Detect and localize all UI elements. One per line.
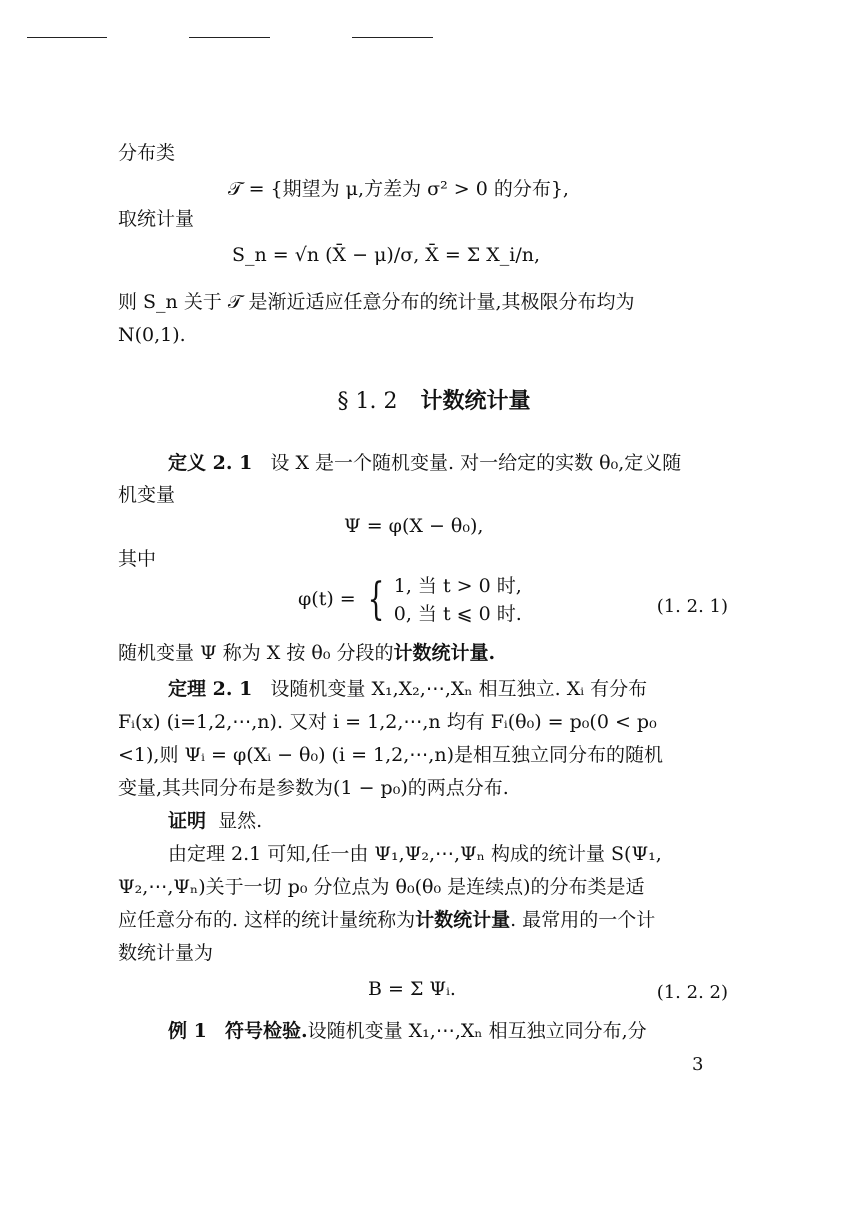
text-line: 其中 bbox=[118, 548, 157, 570]
text-line: Fᵢ(x) (i=1,2,⋯,n). 又对 i = 1,2,⋯,n 均有 Fᵢ(θ₀) = p₀(0 < p₀ bbox=[118, 711, 657, 733]
term-counting-statistic: 计数统计量 bbox=[415, 909, 511, 931]
page-number: 3 bbox=[692, 1054, 704, 1075]
top-rule-2 bbox=[189, 37, 270, 38]
example-label: 例 1 bbox=[168, 1020, 207, 1042]
text-line: 变量,其共同分布是参数为(1 − p₀)的两点分布. bbox=[118, 777, 509, 799]
example-title: 符号检验. bbox=[224, 1020, 308, 1042]
equation-sn: S_n = √n (X̄ − μ)/σ, X̄ = Σ X_i/n, bbox=[232, 244, 541, 266]
case-2: 0, 当 t ⩽ 0 时. bbox=[393, 603, 522, 625]
text-line: Ψ₂,⋯,Ψₙ)关于一切 p₀ 分位点为 θ₀(θ₀ 是连续点)的分布类是适 bbox=[118, 876, 645, 898]
theorem-label: 定理 2. 1 bbox=[168, 678, 253, 700]
example-line: 例 1 符号检验.设随机变量 X₁,⋯,Xₙ 相互独立同分布,分 bbox=[168, 1020, 647, 1042]
definition-label: 定义 2. 1 bbox=[168, 452, 253, 474]
theorem-line: 定理 2. 1 设随机变量 X₁,X₂,⋯,Xₙ 相互独立. Xᵢ 有分布 bbox=[168, 678, 648, 700]
term-counting-statistic: 计数统计量. bbox=[393, 642, 496, 664]
equation-psi: Ψ = φ(X − θ₀), bbox=[344, 515, 484, 537]
section-heading bbox=[0, 384, 868, 415]
text-line: 应任意分布的. 这样的统计量统称为计数统计量. 最常用的一个计 bbox=[118, 909, 656, 931]
text-line: 由定理 2.1 可知,任一由 Ψ₁,Ψ₂,⋯,Ψₙ 构成的统计量 S(Ψ₁, bbox=[168, 843, 662, 865]
equation-B: B = Σ Ψᵢ. bbox=[368, 978, 456, 1000]
text-line: 取统计量 bbox=[118, 208, 195, 230]
equation-phi: φ(t) = { 1, 当 t > 0 时, 0, 当 t ⩽ 0 时. bbox=[298, 572, 522, 628]
text-line: 数统计量为 bbox=[118, 942, 214, 964]
proof-label: 证明 bbox=[168, 810, 207, 832]
left-brace: { bbox=[367, 574, 385, 625]
equation-number: (1. 2. 2) bbox=[656, 982, 728, 1003]
cases bbox=[394, 572, 522, 628]
text-line: 机变量 bbox=[118, 484, 176, 506]
text-line: 则 S_n 关于 𝒯 是渐近适应任意分布的统计量,其极限分布均为 bbox=[118, 291, 635, 313]
equation-number: (1. 2. 1) bbox=[656, 596, 728, 617]
definition-line bbox=[168, 450, 728, 476]
equation-family: 𝒯 = {期望为 μ,方差为 σ² > 0 的分布}, bbox=[228, 178, 569, 200]
text-line: 分布类 bbox=[118, 142, 176, 164]
text-line: 随机变量 Ψ 称为 X 按 θ₀ 分段的计数统计量. bbox=[118, 642, 496, 664]
top-rule-3 bbox=[352, 37, 433, 38]
top-rule-1 bbox=[27, 37, 107, 38]
proof-line: 证明 显然. bbox=[168, 810, 263, 832]
section-title: 计数统计量 bbox=[420, 388, 531, 414]
section-number: § 1. 2 bbox=[337, 389, 398, 414]
case-1: 1, 当 t > 0 时, bbox=[393, 575, 522, 597]
text-line: N(0,1). bbox=[118, 324, 186, 346]
text-line: <1),则 Ψᵢ = φ(Xᵢ − θ₀) (i = 1,2,⋯,n)是相互独立同分布的随机 bbox=[118, 744, 663, 766]
definition-text: 设 X 是一个随机变量. 对一给定的实数 θ₀,定义随 bbox=[270, 452, 682, 474]
